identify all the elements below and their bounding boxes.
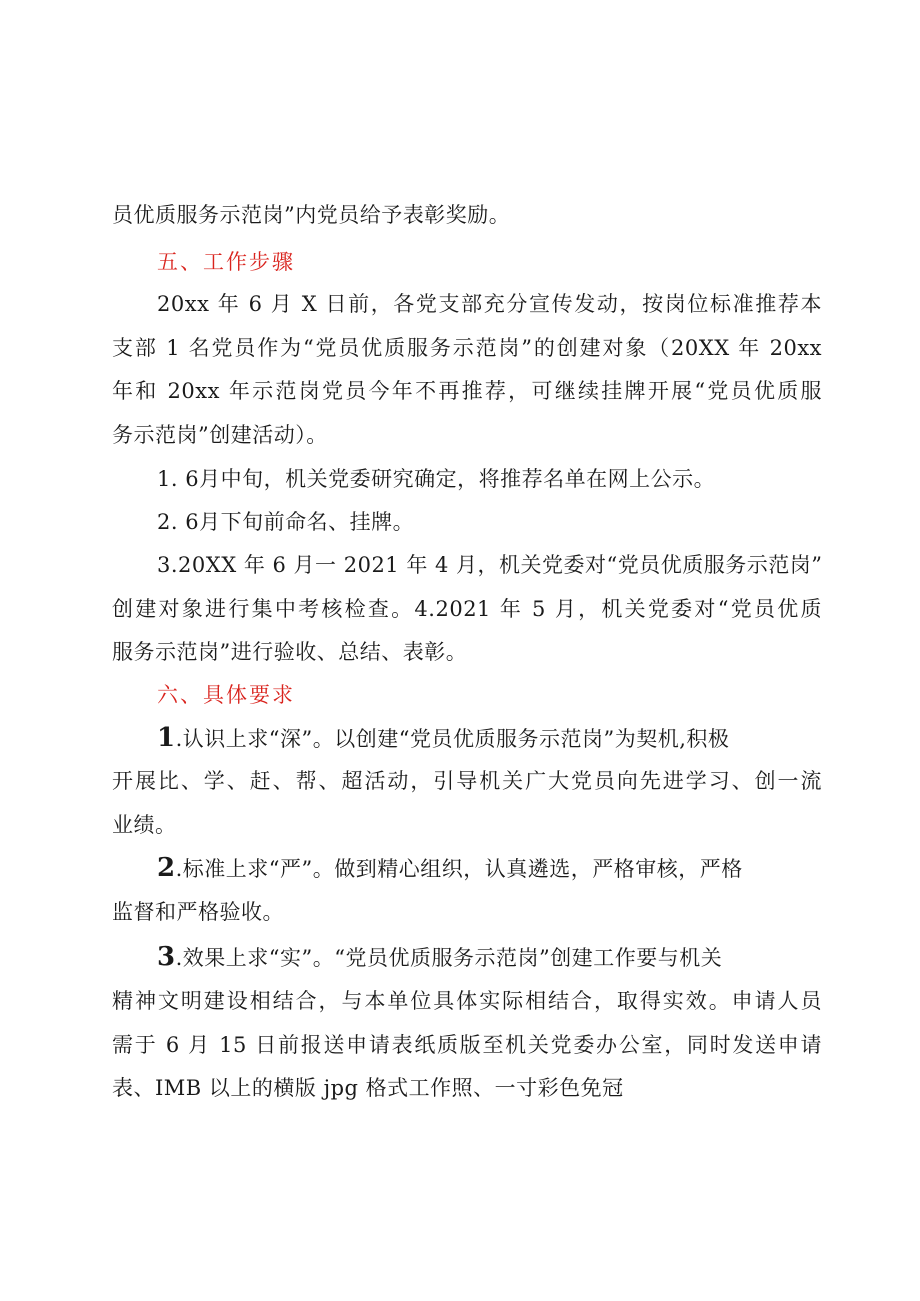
req1-first-text: .认识上求“深”。以创建“党员优质服务示范岗”为契机,积极 <box>175 727 730 751</box>
section5-para1-line1: 20xx 年 6 月 X 日前，各党支部充分宣传发动，按岗位标准推荐本 <box>157 292 822 316</box>
req2-first-text: .标准上求“严”。做到精心组织，认真遴选，严格审核，严格 <box>175 857 743 881</box>
req3-line3: 需于 6 月 15 日前报送申请表纸质版至机关党委办公室，同时发送申请 <box>112 1033 822 1057</box>
req3-first-line <box>157 942 822 973</box>
section5-step3-line2: 创建对象进行集中考核检查。4.2021 年 5 月，机关党委对“党员优质 <box>112 597 822 621</box>
section6-heading: 六、具体要求 <box>157 683 295 707</box>
section5-para1-line4: 务示范岗”创建活动）。 <box>112 423 328 447</box>
req3-first-text: .效果上求“实”。“党员优质服务示范岗”创建工作要与机关 <box>175 946 723 970</box>
req3-line2: 精神文明建设相结合，与本单位具体实际相结合，取得实效。申请人员 <box>112 989 822 1013</box>
section5-para1-line2: 支部 1 名党员作为“党员优质服务示范岗”的创建对象（20XX 年 20xx <box>112 336 822 360</box>
section5-para1-line3: 年和 20xx 年示范岗党员今年不再推荐，可继续挂牌开展“党员优质服 <box>112 379 822 403</box>
req2-first-line <box>157 853 822 884</box>
section5-step2: 2. 6月下旬前命名、挂牌。 <box>157 510 415 534</box>
req1-first-line <box>157 723 822 754</box>
req3-line4: 表、IMB 以上的横版 jpg 格式工作照、一寸彩色免冠 <box>112 1076 624 1100</box>
section5-step3-line3: 服务示范岗”进行验收、总结、表彰。 <box>112 640 468 664</box>
section5-step3-line1: 3.20XX 年 6 月一 2021 年 4 月，机关党委对“党员优质服务示范岗” <box>157 553 823 577</box>
req1-number: 1 <box>157 723 176 753</box>
intro-tail-line: 员优质服务示范岗”内党员给予表彰奖励。 <box>112 203 511 227</box>
section5-step1: 1. 6月中旬，机关党委研究确定，将推荐名单在网上公示。 <box>157 467 716 491</box>
req1-line2: 开展比、学、赶、帮、超活动，引导机关广大党员向先进学习、创一流 <box>112 769 822 793</box>
req2-line2: 监督和严格验收。 <box>112 900 284 924</box>
section5-heading: 五、工作步骤 <box>157 250 295 274</box>
req3-number: 3 <box>157 942 176 972</box>
req2-number: 2 <box>157 853 176 883</box>
req1-line3: 业绩。 <box>112 813 177 837</box>
